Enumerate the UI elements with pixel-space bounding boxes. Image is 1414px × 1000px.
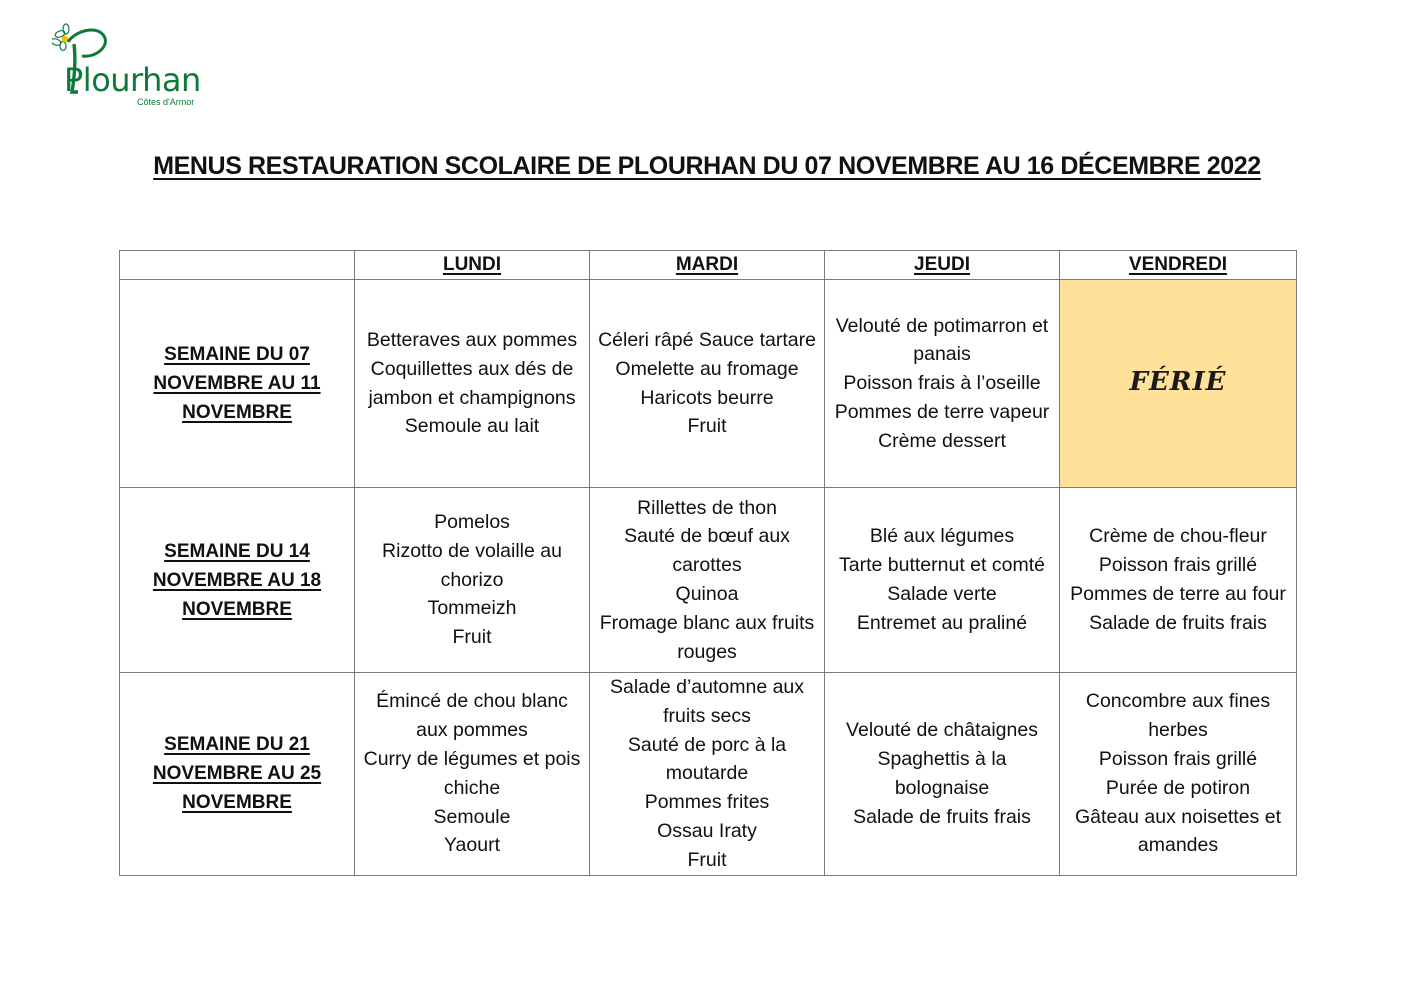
table-row-week-3	[120, 673, 1297, 876]
header-week-col	[120, 251, 355, 280]
dish: Salade d’automne aux fruits secs	[609, 676, 805, 727]
dish: Purée de potiron	[1105, 776, 1251, 799]
dish: Salade verte	[887, 583, 997, 605]
dish: Fruit	[687, 848, 727, 871]
dish: Rizotto de volaille au chorizo	[382, 539, 562, 591]
menu-cell-vendredi	[1060, 673, 1297, 876]
dish: Poisson frais grillé	[1098, 747, 1258, 770]
dish: Salade de fruits frais	[853, 805, 1031, 828]
dish: Crème dessert	[878, 429, 1006, 452]
dish: Omelette au fromage	[615, 357, 799, 380]
week-label-cell	[120, 673, 355, 876]
dish: Fromage blanc aux fruits rouges	[599, 611, 815, 663]
table-row-week-2	[120, 488, 1297, 673]
menu-cell-jeudi	[825, 673, 1060, 876]
dish: Quinoa	[675, 583, 739, 605]
week-label-cell	[120, 488, 355, 673]
dish: Sauté de bœuf aux carottes	[624, 525, 790, 577]
dish: Rillettes de thon	[637, 496, 777, 519]
header-mardi: MARDI	[590, 251, 825, 280]
menu-cell-lundi	[355, 673, 590, 876]
dish: Velouté de potimarron et panais	[835, 314, 1049, 366]
menu-cell-mardi	[590, 280, 825, 488]
dish: Salade de fruits frais	[1089, 611, 1267, 634]
dish: Fruit	[452, 626, 492, 649]
logo-wordmark: Plourhan	[64, 61, 201, 99]
menu-cell-jeudi	[825, 488, 1060, 673]
week-label: SEMAINE DU 21 NOVEMBRE AU 25 NOVEMBRE	[152, 734, 322, 814]
week-label-cell	[120, 280, 355, 488]
week-label: SEMAINE DU 14 NOVEMBRE AU 18 NOVEMBRE	[152, 540, 322, 620]
dish: Semoule	[433, 805, 511, 828]
page-title: MENUS RESTAURATION SCOLAIRE DE PLOURHAN DU 07 NOVEMBRE AU 16 DÉCEMBRE 2022	[153, 152, 1261, 180]
menu-cell-vendredi	[1060, 488, 1297, 673]
dish: Ossau Iraty	[657, 819, 757, 842]
dish: Haricots beurre	[640, 386, 774, 409]
dish: Yaourt	[443, 834, 500, 857]
dish: Velouté de châtaignes	[846, 719, 1038, 742]
dish: Tommeizh	[427, 597, 517, 620]
header-vendredi: VENDREDI	[1060, 251, 1297, 280]
holiday-label: FÉRIÉ	[1129, 367, 1227, 398]
dish: Céleri râpé Sauce tartare	[598, 328, 816, 351]
dish: Betteraves aux pommes	[366, 328, 578, 351]
dish: Poisson frais à l’oseille	[843, 372, 1041, 395]
dish: Pomelos	[434, 511, 510, 533]
dish: Fruit	[687, 415, 727, 438]
dish: Semoule au lait	[404, 415, 540, 438]
header-lundi: LUNDI	[355, 251, 590, 280]
menu-cell-lundi	[355, 280, 590, 488]
dish: Concombre aux fines herbes	[1085, 690, 1271, 742]
logo-subtitle: Côtes d'Armor	[137, 97, 195, 107]
dish: Pommes frites	[644, 791, 770, 814]
dish: Gâteau aux noisettes et amandes	[1075, 805, 1281, 857]
plourhan-logo	[52, 22, 212, 107]
menu-cell-mardi	[590, 673, 825, 876]
dish: Tarte butternut et comté	[839, 554, 1045, 577]
header-jeudi: JEUDI	[825, 251, 1060, 280]
dish: Émincé de chou blanc aux pommes	[376, 690, 568, 742]
dish: Pommes de terre au four	[1070, 583, 1286, 605]
table-row-week-1	[120, 280, 1297, 488]
dish: Blé aux légumes	[869, 525, 1015, 548]
dish: Curry de légumes et pois chiche	[363, 747, 581, 799]
dish: Poisson frais grillé	[1098, 554, 1258, 577]
week-label: SEMAINE DU 07 NOVEMBRE AU 11 NOVEMBRE	[153, 344, 321, 423]
menu-table	[119, 250, 1297, 876]
menu-cell-lundi	[355, 488, 590, 673]
dish: Entremet au praliné	[856, 611, 1028, 634]
dish: Spaghettis à la bolognaise	[877, 747, 1007, 799]
dish: Crème de chou-fleur	[1089, 525, 1267, 548]
menu-cell-jeudi	[825, 280, 1060, 488]
menu-cell-mardi	[590, 488, 825, 673]
dish: Coquillettes aux dés de jambon et champignons	[368, 357, 576, 409]
dish: Sauté de porc à la moutarde	[627, 733, 787, 785]
header-row	[120, 251, 1297, 280]
dish: Pommes de terre vapeur	[834, 400, 1050, 423]
menu-cell-vendredi-holiday	[1060, 280, 1297, 488]
